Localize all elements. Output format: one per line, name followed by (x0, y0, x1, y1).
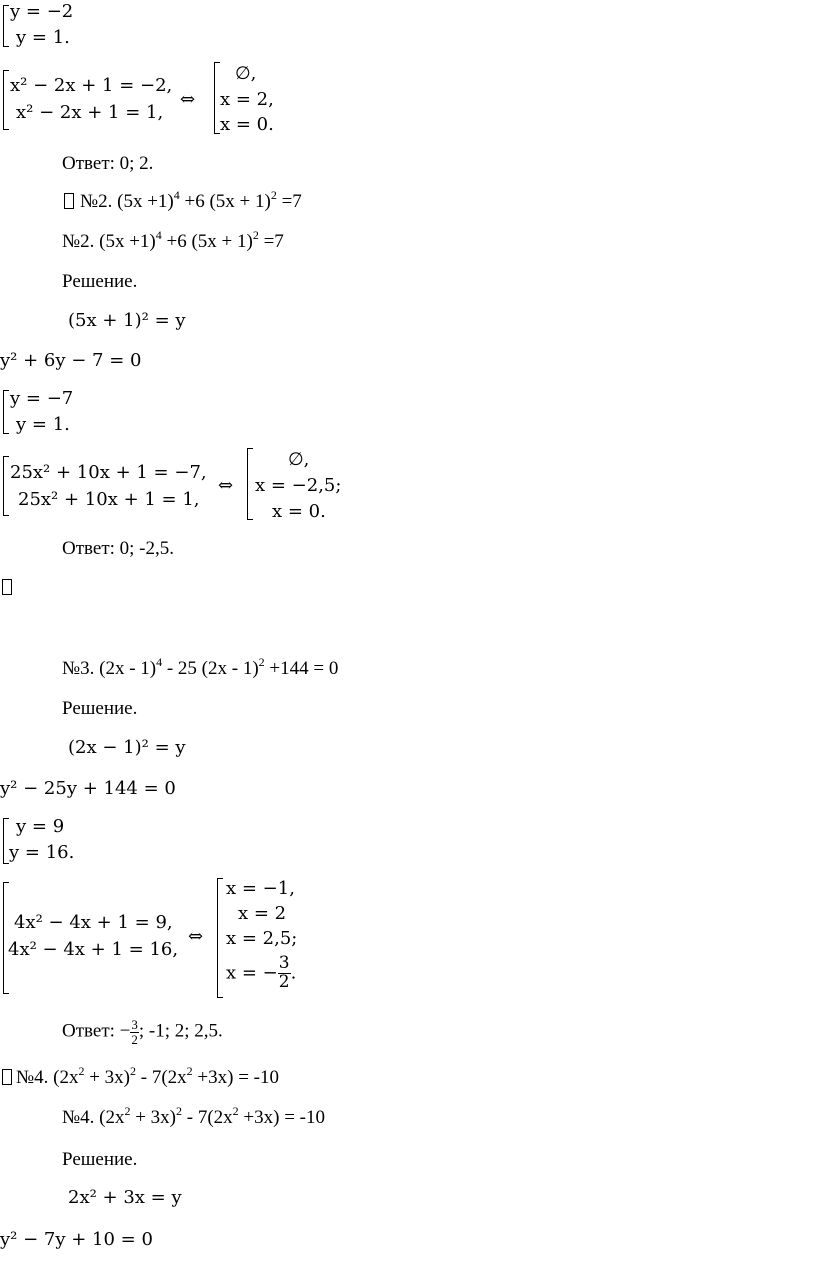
equation: y = 1. (16, 27, 70, 48)
equation: x² − 2x + 1 = −2, (10, 75, 173, 96)
equation: y = −2 (10, 1, 74, 22)
equation: 25x² + 10x + 1 = 1, (18, 489, 200, 510)
quadratic-equation: y² − 7y + 10 = 0 (0, 1229, 153, 1250)
system-bracket (3, 5, 9, 47)
missing-glyph-icon (2, 1069, 12, 1085)
equivalence-sign: ⇔ (180, 89, 196, 110)
substitution: 2x² + 3x = y (68, 1187, 182, 1208)
quadratic-equation: y² − 25y + 144 = 0 (0, 778, 176, 799)
substitution: (5x + 1)² = y (68, 310, 186, 331)
solution-label: Решение. (62, 698, 138, 719)
equation: x = 2, (220, 89, 274, 110)
solution-label: Решение. (62, 271, 138, 292)
equation: x = − $\frac{3}{2}$ . (226, 953, 297, 992)
equation: y = 9 (16, 816, 65, 837)
equation: x = 0. (272, 501, 326, 522)
answer: Ответ: 0; -2,5. (62, 538, 175, 559)
equation: x = 2 (238, 903, 287, 924)
equation: y = 16. (9, 842, 75, 863)
system-bracket (3, 882, 9, 994)
substitution: (2x − 1)² = y (68, 737, 186, 758)
fraction: $\frac{3}{2}$ (131, 1017, 138, 1047)
missing-glyph-icon (2, 579, 12, 595)
equation: 25x² + 10x + 1 = −7, (10, 462, 207, 483)
quadratic-equation: y² + 6y − 7 = 0 (0, 350, 142, 371)
system-bracket (3, 70, 9, 130)
equation: ∅, (235, 63, 257, 84)
answer: Ответ: 0; 2. (62, 153, 154, 174)
problem-title: №2. $(5x +1)^4 +6$ $(5x + 1)^2 =7$ (80, 188, 302, 212)
problem-title: №2. $(5x +1)^4 +6$ $(5x + 1)^2 =7$ (62, 228, 284, 252)
problem-title: №4. $(2x^2 + 3x)^2 - 7(2x^2 +3x) = -10$ (62, 1104, 326, 1128)
system-bracket (3, 390, 9, 434)
equation: x = −1, (226, 878, 295, 899)
missing-glyph-icon (64, 193, 74, 209)
equation: ∅, (288, 449, 310, 470)
system-bracket (247, 448, 253, 520)
equation: y = −7 (10, 388, 74, 409)
equation: 4x² − 4x + 1 = 9, (14, 912, 173, 933)
equation: x = 2,5; (226, 928, 298, 949)
equivalence-sign: ⇔ (188, 926, 204, 947)
equation: x² − 2x + 1 = 1, (16, 102, 164, 123)
problem-title: №4. $(2x^2 + 3x)^2 - 7(2x^2 +3x) = -10$ (16, 1064, 280, 1088)
system-bracket (3, 456, 9, 516)
problem-title: №3. (2x - 1)$^4$ - 25 (2x - 1)$^2$ +144 = 0 (62, 655, 339, 679)
fraction: $\frac{3}{2}$ (278, 953, 290, 992)
equivalence-sign: ⇔ (218, 475, 234, 496)
equation: x = 0. (220, 114, 274, 135)
solution-label: Решение. (62, 1149, 138, 1170)
equation: y = 1. (16, 414, 70, 435)
equation: 4x² − 4x + 1 = 16, (8, 939, 179, 960)
answer: Ответ: − $\frac{3}{2}$ ; -1; 2; 2,5. (62, 1017, 223, 1047)
system-bracket (217, 878, 223, 998)
equation: x = −2,5; (255, 475, 342, 496)
